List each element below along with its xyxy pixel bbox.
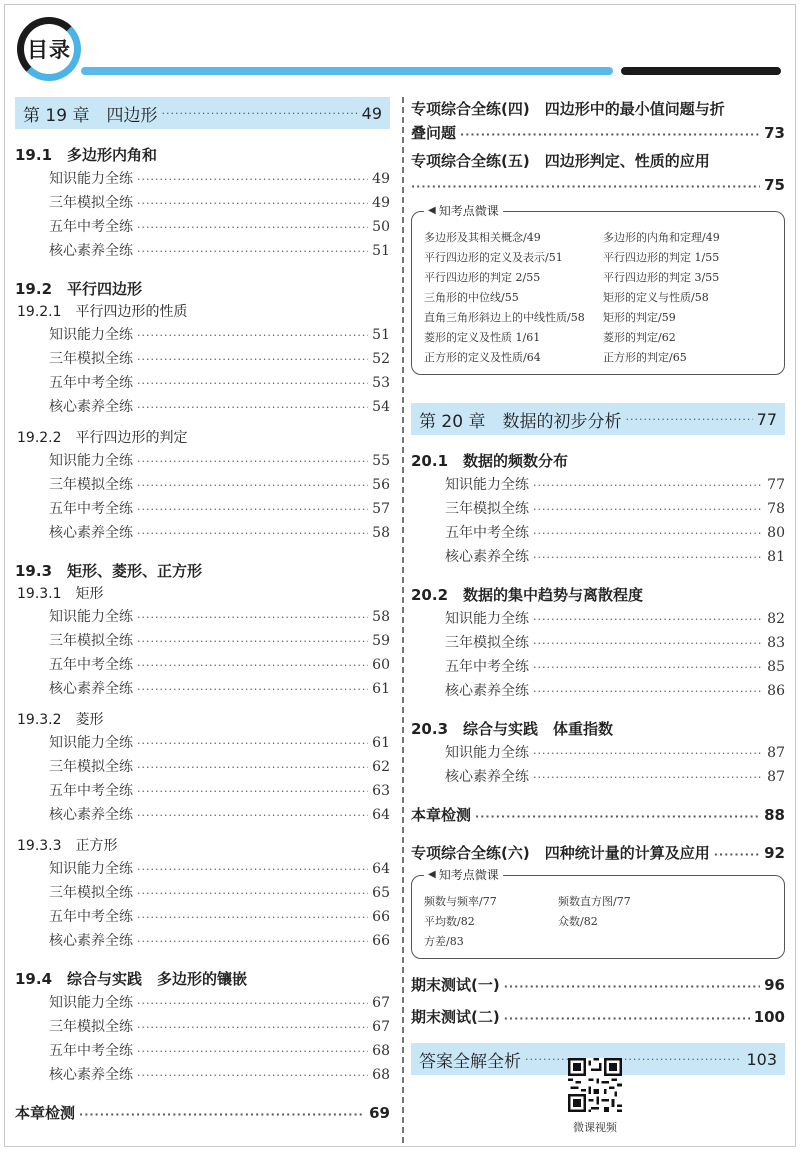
chapter-title: 第 20 章 数据的初步分析	[419, 411, 622, 432]
toc-item[interactable]: 核心素养全练 ····· 58	[15, 521, 390, 545]
section-title[interactable]: 20.1 数据的频数分布	[411, 452, 569, 470]
chapter-19-entry[interactable]	[15, 97, 390, 129]
toc-item[interactable]: 五年中考全练 ····· 60	[15, 653, 390, 677]
special-practice-6-entry[interactable]: 专项综合全练(六) 四种统计量的计算及应用 ····· 92	[411, 841, 785, 865]
toc-item[interactable]: 核心素养全练 ····· 81	[411, 545, 785, 569]
final-test-2-entry[interactable]: 期末测试(二) ····· 100	[411, 1005, 785, 1029]
toc-logo	[17, 17, 81, 81]
knowledge-item[interactable]: 平行四边形的定义及表示/51	[424, 251, 563, 264]
toc-item[interactable]: 知识能力全练 ····· 64	[15, 857, 390, 881]
toc-item[interactable]: 知识能力全练 ····· 49	[15, 167, 390, 191]
toc-item[interactable]: 知识能力全练 ····· 61	[15, 731, 390, 755]
toc-item[interactable]: 三年模拟全练 ····· 59	[15, 629, 390, 653]
header-bar-dark	[621, 67, 781, 75]
toc-item[interactable]: 知识能力全练 ····· 51	[15, 323, 390, 347]
knowledge-item[interactable]: 平均数/82	[424, 915, 475, 928]
toc-item[interactable]: 五年中考全练 ····· 80	[411, 521, 785, 545]
knowledge-item[interactable]: 菱形的判定/62	[603, 331, 676, 344]
knowledge-item[interactable]: 直角三角形斜边上的中线性质/58	[424, 311, 585, 324]
knowledge-item[interactable]: 平行四边形的判定 1/55	[603, 251, 720, 264]
qr-code-icon[interactable]	[568, 1058, 622, 1112]
toc-item[interactable]: 五年中考全练 ····· 68	[15, 1039, 390, 1063]
toc-page	[4, 4, 796, 1147]
special-practice-4-entry[interactable]: 专项综合全练(四) 四边形中的最小值问题与折 叠问题 ····· 73	[411, 97, 785, 147]
knowledge-item[interactable]: 矩形的定义与性质/58	[603, 291, 709, 304]
knowledge-box-2	[411, 868, 785, 959]
knowledge-item[interactable]: 频数与频率/77	[424, 895, 497, 908]
toc-item[interactable]: 三年模拟全练 ····· 62	[15, 755, 390, 779]
toc-item[interactable]: 核心素养全练 ····· 86	[411, 679, 785, 703]
knowledge-item[interactable]: 众数/82	[558, 915, 598, 928]
final-test-1-entry[interactable]: 期末测试(一) ····· 96	[411, 973, 785, 997]
page-number: 77	[756, 409, 777, 429]
knowledge-item[interactable]: 平行四边形的判定 2/55	[424, 271, 541, 284]
toc-item[interactable]: 五年中考全练 ····· 66	[15, 905, 390, 929]
section-title[interactable]: 19.1 多边形内角和	[15, 146, 158, 164]
toc-item[interactable]: 知识能力全练 ····· 67	[15, 991, 390, 1015]
knowledge-item[interactable]: 菱形的定义及性质 1/61	[424, 331, 541, 344]
toc-item[interactable]: 三年模拟全练 ····· 83	[411, 631, 785, 655]
subsection-title[interactable]: 19.3.2 菱形	[17, 712, 104, 728]
right-column	[411, 97, 785, 1075]
toc-item[interactable]: 五年中考全练 ····· 50	[15, 215, 390, 239]
chapter-title: 第 19 章 四边形	[23, 105, 158, 126]
chapter-test-entry[interactable]: 本章检测 ····· 69	[15, 1101, 390, 1125]
header-bar-blue	[81, 67, 613, 75]
toc-item[interactable]: 三年模拟全练 ····· 67	[15, 1015, 390, 1039]
toc-item[interactable]: 三年模拟全练 ····· 56	[15, 473, 390, 497]
chapter-20-entry[interactable]	[411, 403, 785, 435]
toc-item[interactable]: 三年模拟全练 ····· 49	[15, 191, 390, 215]
toc-item[interactable]: 知识能力全练 ····· 58	[15, 605, 390, 629]
toc-item[interactable]: 核心素养全练 ····· 66	[15, 929, 390, 953]
knowledge-item[interactable]: 正方形的定义及性质/64	[424, 351, 541, 364]
toc-item[interactable]: 知识能力全练 ····· 77	[411, 473, 785, 497]
toc-item[interactable]: 五年中考全练 ····· 85	[411, 655, 785, 679]
special-practice-5-entry[interactable]: 专项综合全练(五) 四边形判定、性质的应用 ····· 75	[411, 149, 785, 199]
special-title-line1: 专项综合全练(五) 四边形判定、性质的应用	[411, 152, 710, 170]
subsection-title[interactable]: 19.3.1 矩形	[17, 586, 104, 602]
knowledge-item[interactable]: 矩形的判定/59	[603, 311, 676, 324]
section-title[interactable]: 19.2 平行四边形	[15, 280, 143, 298]
toc-item[interactable]: 核心素养全练 ····· 64	[15, 803, 390, 827]
bullet-icon: ◀	[428, 205, 436, 216]
subsection-title[interactable]: 19.3.3 正方形	[17, 838, 118, 854]
toc-item[interactable]: 知识能力全练 ····· 82	[411, 607, 785, 631]
toc-item[interactable]: 知识能力全练 ····· 87	[411, 741, 785, 765]
special-title-line1: 专项综合全练(四) 四边形中的最小值问题与折	[411, 100, 725, 118]
knowledge-item[interactable]: 三角形的中位线/55	[424, 291, 519, 304]
knowledge-item[interactable]: 多边形及其相关概念/49	[424, 231, 541, 244]
toc-item[interactable]: 三年模拟全练 ····· 65	[15, 881, 390, 905]
left-column	[15, 97, 390, 1125]
knowledge-item[interactable]: 多边形的内角和定理/49	[603, 231, 720, 244]
knowledge-item[interactable]: 平行四边形的判定 3/55	[603, 271, 720, 284]
knowledge-item[interactable]: 正方形的判定/65	[603, 351, 687, 364]
knowledge-box-title: ◀ 知考点微课	[424, 203, 503, 219]
knowledge-box-title: ◀ 知考点微课	[424, 867, 503, 883]
toc-item[interactable]: 核心素养全练 ····· 87	[411, 765, 785, 789]
column-divider	[402, 97, 404, 1143]
knowledge-item[interactable]: 方差/83	[424, 935, 464, 948]
toc-item[interactable]: 三年模拟全练 ····· 78	[411, 497, 785, 521]
bullet-icon: ◀	[428, 869, 436, 880]
toc-item[interactable]: 知识能力全练 ····· 55	[15, 449, 390, 473]
knowledge-item[interactable]: 频数直方图/77	[558, 895, 631, 908]
toc-item[interactable]: 三年模拟全练 ····· 52	[15, 347, 390, 371]
section-title[interactable]: 19.3 矩形、菱形、正方形	[15, 562, 203, 580]
answers-entry[interactable]: 答案全解全析 ····· 103	[411, 1043, 785, 1075]
subsection-title[interactable]: 19.2.2 平行四边形的判定	[17, 430, 188, 446]
section-title[interactable]: 20.2 数据的集中趋势与离散程度	[411, 586, 644, 604]
chapter-test-entry[interactable]: 本章检测 ····· 88	[411, 803, 785, 827]
toc-item[interactable]: 核心素养全练 ····· 51	[15, 239, 390, 263]
qr-caption: 微课视频	[573, 1121, 617, 1134]
qr-block	[565, 1058, 625, 1135]
section-title[interactable]: 19.4 综合与实践 多边形的镶嵌	[15, 970, 248, 988]
section-title[interactable]: 20.3 综合与实践 体重指数	[411, 720, 614, 738]
knowledge-box-1	[411, 204, 785, 375]
toc-item[interactable]: 核心素养全练 ····· 61	[15, 677, 390, 701]
toc-item[interactable]: 五年中考全练 ····· 57	[15, 497, 390, 521]
toc-item[interactable]: 五年中考全练 ····· 63	[15, 779, 390, 803]
toc-item[interactable]: 五年中考全练 ····· 53	[15, 371, 390, 395]
toc-item[interactable]: 核心素养全练 ····· 68	[15, 1063, 390, 1087]
logo-text: 目录	[27, 38, 71, 62]
toc-item[interactable]: 核心素养全练 ····· 54	[15, 395, 390, 419]
subsection-title[interactable]: 19.2.1 平行四边形的性质	[17, 304, 188, 320]
page-number: 49	[361, 103, 382, 123]
